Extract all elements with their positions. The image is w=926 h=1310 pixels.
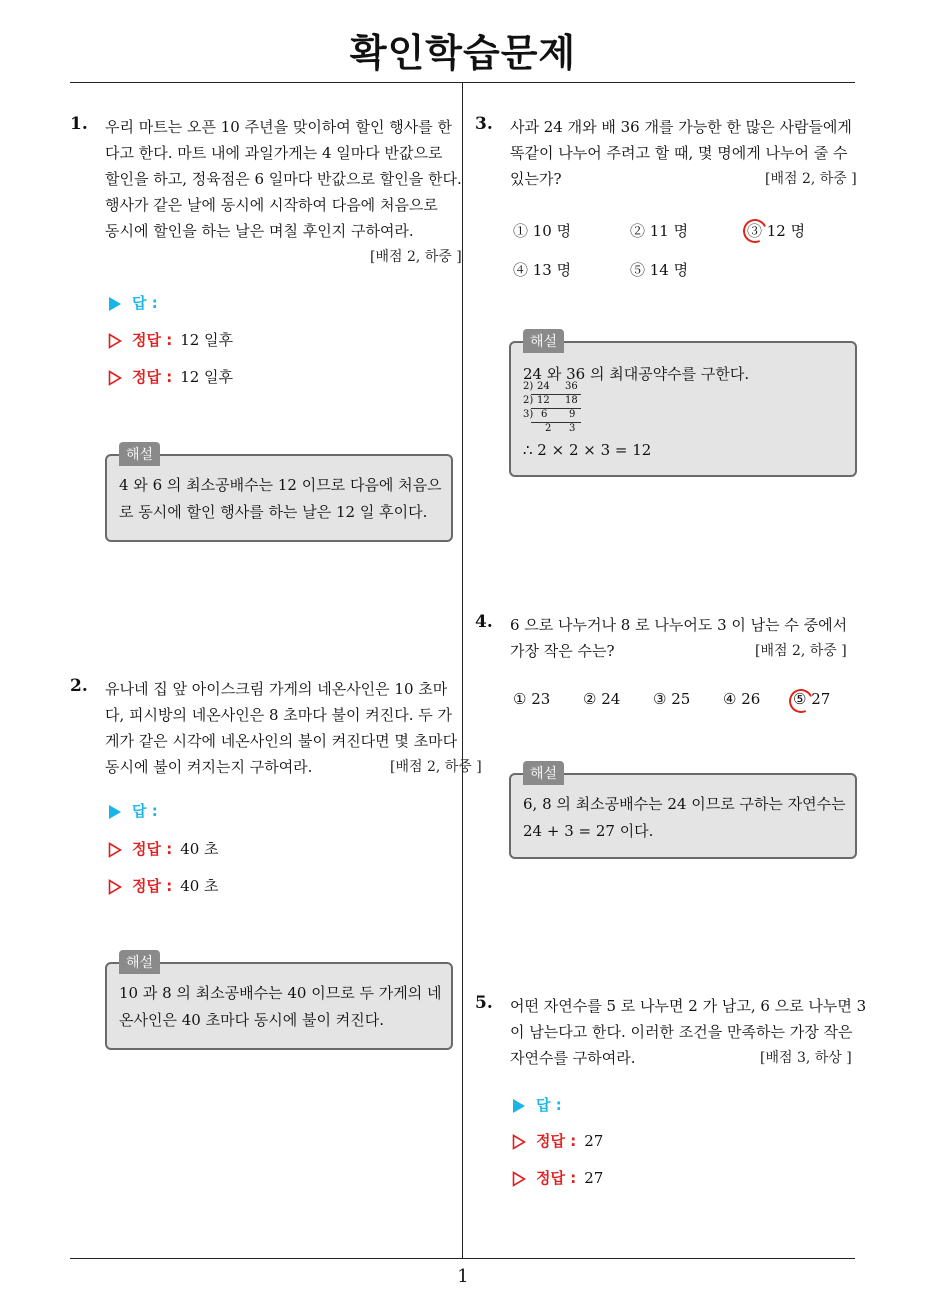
question-number: 2. bbox=[70, 676, 88, 696]
question-line: 똑같이 나누어 주려고 할 때, 몇 명에게 나누어 줄 수 bbox=[510, 144, 848, 162]
question-line: 게가 같은 시각에 네온사인의 불이 켜진다면 몇 초마다 bbox=[105, 732, 458, 750]
division-line bbox=[531, 422, 581, 423]
correct-answer-row bbox=[108, 329, 233, 350]
choice-3[interactable]: ③ 12 명 bbox=[747, 222, 806, 240]
score-meta: [배점 2, 하중 ] bbox=[755, 643, 847, 659]
choice-1[interactable]: ① 23 bbox=[513, 690, 551, 708]
solution-tag: 해설 bbox=[119, 950, 160, 974]
question-number: 1. bbox=[70, 114, 88, 134]
solution-text bbox=[119, 472, 442, 526]
correct-label: 정답 : bbox=[536, 1132, 577, 1150]
question-line-text: 동시에 불이 켜지는지 구하여라. bbox=[105, 758, 313, 776]
correct-answer-value: 12 일후 bbox=[180, 368, 234, 386]
outline-triangle-icon bbox=[108, 879, 122, 895]
choice-1[interactable]: ① 10 명 bbox=[513, 222, 572, 240]
solution-tag: 해설 bbox=[523, 329, 564, 353]
question-line bbox=[105, 754, 482, 780]
correct-label: 정답 : bbox=[132, 840, 173, 858]
column-divider bbox=[462, 82, 463, 1259]
question-text bbox=[105, 114, 462, 270]
solution-line: 24 + 3 = 27 이다. bbox=[523, 822, 654, 840]
question-number: 5. bbox=[475, 993, 493, 1013]
solution-box bbox=[509, 334, 857, 477]
correct-answer-row bbox=[108, 875, 219, 896]
question-line-text: 가장 작은 수는? bbox=[510, 642, 615, 660]
answer-label: 답 : bbox=[132, 802, 158, 820]
quotient: 3 bbox=[569, 423, 576, 434]
outline-triangle-icon bbox=[108, 370, 122, 386]
choice-2[interactable]: ② 11 명 bbox=[630, 222, 689, 240]
dividend: 9 bbox=[569, 409, 576, 420]
solution-box bbox=[105, 447, 453, 542]
question-text bbox=[510, 993, 866, 1071]
score-meta: [배점 2, 하중 ] bbox=[370, 249, 462, 265]
quotient: 2 bbox=[545, 423, 552, 434]
correct-answer-row bbox=[108, 366, 233, 387]
divisor: 2) bbox=[523, 395, 534, 406]
solution-line: 6, 8 의 최소공배수는 24 이므로 구하는 자연수는 bbox=[523, 795, 846, 813]
score-meta: [배점 2, 하중 ] bbox=[765, 171, 857, 187]
solution-text bbox=[523, 361, 749, 388]
question-line: 동시에 할인을 하는 날은 며칠 후인지 구하여라. bbox=[105, 222, 414, 240]
correct-label: 정답 : bbox=[132, 331, 173, 349]
correct-answer-row bbox=[512, 1167, 603, 1188]
dividend: 36 bbox=[565, 381, 578, 392]
correct-label: 정답 : bbox=[536, 1169, 577, 1187]
question-number: 4. bbox=[475, 612, 493, 632]
question-line: 6 으로 나누거나 8 로 나누어도 3 이 남는 수 중에서 bbox=[510, 616, 848, 634]
solution-line: ∴ 2 × 2 × 3 = 12 bbox=[523, 441, 652, 459]
question-text bbox=[105, 676, 482, 780]
score-meta: [배점 2, 하중 ] bbox=[390, 759, 482, 775]
dividend: 24 bbox=[537, 381, 550, 392]
question-line: 다, 피시방의 네온사인은 8 초마다 불이 켜진다. 두 가 bbox=[105, 706, 453, 724]
correct-answer-value: 12 일후 bbox=[180, 331, 234, 349]
dividend: 12 bbox=[537, 395, 550, 406]
correct-answer-value: 27 bbox=[584, 1169, 604, 1187]
solution-line: 10 과 8 의 최소공배수는 40 이므로 두 가게의 네 bbox=[119, 984, 442, 1002]
question-line: 행사가 같은 날에 동시에 시작하여 다음에 처음으로 bbox=[105, 196, 438, 214]
question-line-text: 자연수를 구하여라. bbox=[510, 1049, 636, 1067]
solution-conclusion bbox=[523, 437, 651, 464]
question-number: 3. bbox=[475, 114, 493, 134]
filled-triangle-icon bbox=[108, 296, 122, 312]
correct-label: 정답 : bbox=[132, 877, 173, 895]
outline-triangle-icon bbox=[512, 1171, 526, 1187]
question-line: 할인을 하고, 정육점은 6 일마다 반값으로 할인을 한다. bbox=[105, 170, 462, 188]
score-meta: [배점 3, 하상 ] bbox=[760, 1050, 852, 1066]
correct-answer-value: 27 bbox=[584, 1132, 604, 1150]
divisor: 2) bbox=[523, 381, 534, 392]
correct-label: 정답 : bbox=[132, 368, 173, 386]
solution-text bbox=[119, 980, 441, 1034]
correct-answer-row bbox=[108, 838, 219, 859]
question-line-text: 있는가? bbox=[510, 170, 562, 188]
solution-line: 로 동시에 할인 행사를 하는 날은 12 일 후이다. bbox=[119, 503, 428, 521]
answer-label: 답 : bbox=[132, 294, 158, 312]
division-line bbox=[531, 394, 581, 395]
question-text bbox=[510, 612, 847, 664]
division-line bbox=[531, 408, 581, 409]
page-number: 1 bbox=[457, 1266, 469, 1287]
choice-2[interactable]: ② 24 bbox=[583, 690, 621, 708]
correct-answer-value: 40 초 bbox=[180, 877, 219, 895]
dividend: 6 bbox=[541, 409, 548, 420]
question-line bbox=[510, 166, 857, 192]
dividend: 18 bbox=[565, 395, 578, 406]
correct-answer-value: 40 초 bbox=[180, 840, 219, 858]
outline-triangle-icon bbox=[512, 1134, 526, 1150]
filled-triangle-icon bbox=[512, 1098, 526, 1114]
solution-box bbox=[105, 955, 453, 1050]
question-line: 우리 마트는 오픈 10 주년을 맞이하여 할인 행사를 한 bbox=[105, 118, 453, 136]
solution-text bbox=[523, 791, 846, 845]
correct-answer-row bbox=[512, 1130, 603, 1151]
question-line: 사과 24 개와 배 36 개를 가능한 한 많은 사람들에게 bbox=[510, 118, 852, 136]
filled-triangle-icon bbox=[108, 804, 122, 820]
question-line: 이 남는다고 한다. 이러한 조건을 만족하는 가장 작은 bbox=[510, 1023, 853, 1041]
question-line: 유나네 집 앞 아이스크림 가게의 네온사인은 10 초마 bbox=[105, 680, 448, 698]
outline-triangle-icon bbox=[108, 842, 122, 858]
divisor: 3) bbox=[523, 409, 534, 420]
answer-row bbox=[512, 1094, 562, 1115]
page-title: 확인학습문제 bbox=[349, 31, 577, 75]
question-line: 다고 한다. 마트 내에 과일가게는 4 일마다 반값으로 bbox=[105, 144, 443, 162]
solution-line: 24 와 36 의 최대공약수를 구한다. bbox=[523, 365, 750, 383]
solution-tag: 해설 bbox=[523, 761, 564, 785]
question-text bbox=[510, 114, 857, 192]
solution-box bbox=[509, 766, 857, 859]
answer-row bbox=[108, 800, 158, 821]
choice-5[interactable]: ⑤ 14 명 bbox=[630, 261, 689, 279]
solution-tag: 해설 bbox=[119, 442, 160, 466]
choice-3[interactable]: ③ 25 bbox=[653, 690, 691, 708]
footer-rule bbox=[70, 1258, 855, 1259]
question-line bbox=[510, 1045, 866, 1071]
choice-4[interactable]: ④ 13 명 bbox=[513, 261, 572, 279]
answer-label: 답 : bbox=[536, 1096, 562, 1114]
choice-5[interactable]: ⑤ 27 bbox=[793, 690, 831, 708]
choice-4[interactable]: ④ 26 bbox=[723, 690, 761, 708]
outline-triangle-icon bbox=[108, 333, 122, 349]
question-line: 어떤 자연수를 5 로 나누면 2 가 남고, 6 으로 나누면 3 bbox=[510, 997, 867, 1015]
solution-line: 4 와 6 의 최소공배수는 12 이므로 다음에 처음으 bbox=[119, 476, 442, 494]
question-line bbox=[510, 638, 847, 664]
answer-row bbox=[108, 292, 158, 313]
solution-line: 온사인은 40 초마다 동시에 불이 켜진다. bbox=[119, 1011, 385, 1029]
